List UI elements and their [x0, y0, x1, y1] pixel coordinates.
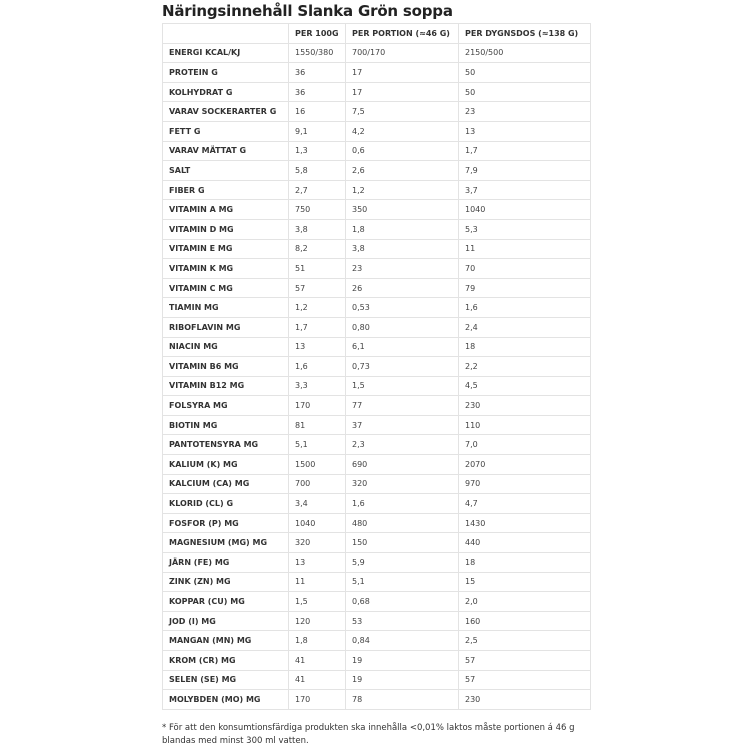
- value-per-100g: 1,3: [289, 141, 346, 161]
- value-per-daily-dose: 18: [459, 553, 591, 573]
- table-row: [163, 121, 591, 141]
- value-per-100g: 3,4: [289, 494, 346, 514]
- table-row: [163, 259, 591, 279]
- table-row: [163, 317, 591, 337]
- value-per-100g: 750: [289, 200, 346, 220]
- table-row: [163, 239, 591, 259]
- table-row: [163, 278, 591, 298]
- value-per-portion: 4,2: [346, 121, 459, 141]
- value-per-daily-dose: 7,9: [459, 161, 591, 181]
- table-row: [163, 670, 591, 690]
- value-per-portion: 350: [346, 200, 459, 220]
- value-per-portion: 26: [346, 278, 459, 298]
- table-row: [163, 415, 591, 435]
- value-per-portion: 1,6: [346, 494, 459, 514]
- column-header-per-daily-dose: PER DYGNSDOS (≈138 G): [459, 24, 591, 44]
- nutrient-name: ENERGI KCAL/KJ: [163, 43, 289, 63]
- value-per-100g: 2,7: [289, 180, 346, 200]
- value-per-portion: 53: [346, 611, 459, 631]
- nutrient-name: NIACIN MG: [163, 337, 289, 357]
- footnote: * För att den konsumtionsfärdiga produkten ska innehålla <0,01% laktos måste portionen á 46 g blandas med minst 300 ml vatten.: [162, 723, 575, 746]
- value-per-100g: 700: [289, 474, 346, 494]
- value-per-100g: 1500: [289, 455, 346, 475]
- value-per-portion: 700/170: [346, 43, 459, 63]
- value-per-100g: 170: [289, 690, 346, 710]
- page-title: Näringsinnehåll Slanka Grön soppa: [162, 2, 453, 20]
- value-per-daily-dose: 2,4: [459, 317, 591, 337]
- value-per-100g: 1,5: [289, 592, 346, 612]
- value-per-100g: 5,8: [289, 161, 346, 181]
- nutrient-name: KLORID (CL) G: [163, 494, 289, 514]
- table-row: [163, 200, 591, 220]
- value-per-100g: 57: [289, 278, 346, 298]
- value-per-daily-dose: 70: [459, 259, 591, 279]
- value-per-100g: 41: [289, 670, 346, 690]
- value-per-portion: 19: [346, 670, 459, 690]
- table-row: [163, 435, 591, 455]
- table-row: [163, 631, 591, 651]
- nutrient-name: VARAV MÄTTAT G: [163, 141, 289, 161]
- value-per-daily-dose: 18: [459, 337, 591, 357]
- value-per-daily-dose: 13: [459, 121, 591, 141]
- nutrient-name: ZINK (ZN) MG: [163, 572, 289, 592]
- table-row: [163, 533, 591, 553]
- value-per-portion: 0,80: [346, 317, 459, 337]
- nutrient-name: VITAMIN K MG: [163, 259, 289, 279]
- value-per-portion: 0,6: [346, 141, 459, 161]
- value-per-portion: 690: [346, 455, 459, 475]
- nutrient-name: FOLSYRA MG: [163, 396, 289, 416]
- nutrient-name: VITAMIN B6 MG: [163, 357, 289, 377]
- value-per-portion: 19: [346, 651, 459, 671]
- table-row: [163, 82, 591, 102]
- value-per-daily-dose: 2,2: [459, 357, 591, 377]
- nutrient-name: TIAMIN MG: [163, 298, 289, 318]
- value-per-100g: 1,6: [289, 357, 346, 377]
- value-per-daily-dose: 160: [459, 611, 591, 631]
- column-header-nutrient: [163, 24, 289, 44]
- value-per-daily-dose: 4,7: [459, 494, 591, 514]
- value-per-daily-dose: 110: [459, 415, 591, 435]
- value-per-daily-dose: 57: [459, 651, 591, 671]
- value-per-100g: 13: [289, 337, 346, 357]
- value-per-portion: 7,5: [346, 102, 459, 122]
- value-per-100g: 51: [289, 259, 346, 279]
- value-per-daily-dose: 57: [459, 670, 591, 690]
- value-per-daily-dose: 4,5: [459, 376, 591, 396]
- nutrient-name: VARAV SOCKERARTER G: [163, 102, 289, 122]
- table-row: [163, 396, 591, 416]
- value-per-100g: 41: [289, 651, 346, 671]
- value-per-portion: 1,2: [346, 180, 459, 200]
- value-per-daily-dose: 230: [459, 690, 591, 710]
- nutrient-name: FOSFOR (P) MG: [163, 513, 289, 533]
- value-per-portion: 5,9: [346, 553, 459, 573]
- value-per-daily-dose: 1430: [459, 513, 591, 533]
- value-per-100g: 5,1: [289, 435, 346, 455]
- value-per-daily-dose: 970: [459, 474, 591, 494]
- value-per-100g: 9,1: [289, 121, 346, 141]
- nutrient-name: KALCIUM (CA) MG: [163, 474, 289, 494]
- table-body: [163, 43, 591, 709]
- value-per-portion: 480: [346, 513, 459, 533]
- value-per-daily-dose: 1,6: [459, 298, 591, 318]
- value-per-portion: 1,8: [346, 219, 459, 239]
- table-row: [163, 592, 591, 612]
- value-per-portion: 1,5: [346, 376, 459, 396]
- table-row: [163, 494, 591, 514]
- value-per-daily-dose: 79: [459, 278, 591, 298]
- value-per-portion: 0,68: [346, 592, 459, 612]
- table-row: [163, 651, 591, 671]
- table-row: [163, 43, 591, 63]
- nutrition-table: [162, 23, 591, 710]
- value-per-daily-dose: 3,7: [459, 180, 591, 200]
- table-row: [163, 141, 591, 161]
- table-row: [163, 572, 591, 592]
- nutrient-name: VITAMIN E MG: [163, 239, 289, 259]
- table-row: [163, 357, 591, 377]
- table-row: [163, 474, 591, 494]
- nutrient-name: FETT G: [163, 121, 289, 141]
- value-per-100g: 11: [289, 572, 346, 592]
- value-per-100g: 81: [289, 415, 346, 435]
- nutrient-name: MOLYBDEN (MO) MG: [163, 690, 289, 710]
- value-per-daily-dose: 230: [459, 396, 591, 416]
- value-per-100g: 120: [289, 611, 346, 631]
- column-header-per-100g: PER 100G: [289, 24, 346, 44]
- table-row: [163, 553, 591, 573]
- table-row: [163, 102, 591, 122]
- value-per-portion: 0,73: [346, 357, 459, 377]
- value-per-100g: 16: [289, 102, 346, 122]
- value-per-daily-dose: 2150/500: [459, 43, 591, 63]
- nutrient-name: FIBER G: [163, 180, 289, 200]
- nutrient-name: VITAMIN B12 MG: [163, 376, 289, 396]
- value-per-100g: 3,8: [289, 219, 346, 239]
- value-per-portion: 78: [346, 690, 459, 710]
- table-row: [163, 376, 591, 396]
- value-per-daily-dose: 1,7: [459, 141, 591, 161]
- value-per-daily-dose: 440: [459, 533, 591, 553]
- nutrient-name: SALT: [163, 161, 289, 181]
- column-header-per-portion: PER PORTION (≈46 G): [346, 24, 459, 44]
- value-per-portion: 17: [346, 63, 459, 83]
- value-per-100g: 1040: [289, 513, 346, 533]
- table-row: [163, 690, 591, 710]
- value-per-100g: 8,2: [289, 239, 346, 259]
- value-per-portion: 150: [346, 533, 459, 553]
- nutrient-name: PANTOTENSYRA MG: [163, 435, 289, 455]
- table-header-row: [163, 24, 591, 44]
- value-per-100g: 36: [289, 82, 346, 102]
- nutrient-name: KROM (CR) MG: [163, 651, 289, 671]
- nutrient-name: VITAMIN C MG: [163, 278, 289, 298]
- nutrient-name: KALIUM (K) MG: [163, 455, 289, 475]
- nutrient-name: RIBOFLAVIN MG: [163, 317, 289, 337]
- nutrient-name: MAGNESIUM (MG) MG: [163, 533, 289, 553]
- value-per-100g: 3,3: [289, 376, 346, 396]
- value-per-portion: 17: [346, 82, 459, 102]
- value-per-daily-dose: 50: [459, 63, 591, 83]
- value-per-daily-dose: 7,0: [459, 435, 591, 455]
- value-per-daily-dose: 5,3: [459, 219, 591, 239]
- value-per-daily-dose: 15: [459, 572, 591, 592]
- value-per-daily-dose: 1040: [459, 200, 591, 220]
- value-per-100g: 1550/380: [289, 43, 346, 63]
- value-per-portion: 77: [346, 396, 459, 416]
- value-per-100g: 13: [289, 553, 346, 573]
- value-per-100g: 1,8: [289, 631, 346, 651]
- table-row: [163, 298, 591, 318]
- value-per-daily-dose: 11: [459, 239, 591, 259]
- nutrient-name: SELEN (SE) MG: [163, 670, 289, 690]
- nutrient-name: KOPPAR (CU) MG: [163, 592, 289, 612]
- value-per-daily-dose: 2070: [459, 455, 591, 475]
- value-per-portion: 6,1: [346, 337, 459, 357]
- value-per-portion: 23: [346, 259, 459, 279]
- value-per-daily-dose: 50: [459, 82, 591, 102]
- value-per-daily-dose: 2,5: [459, 631, 591, 651]
- value-per-portion: 3,8: [346, 239, 459, 259]
- value-per-portion: 0,53: [346, 298, 459, 318]
- table-row: [163, 337, 591, 357]
- value-per-portion: 320: [346, 474, 459, 494]
- table-row: [163, 161, 591, 181]
- value-per-100g: 1,2: [289, 298, 346, 318]
- value-per-daily-dose: 23: [459, 102, 591, 122]
- nutrient-name: JOD (I) MG: [163, 611, 289, 631]
- table-row: [163, 611, 591, 631]
- nutrient-name: PROTEIN G: [163, 63, 289, 83]
- table-row: [163, 455, 591, 475]
- value-per-portion: 0,84: [346, 631, 459, 651]
- value-per-100g: 170: [289, 396, 346, 416]
- value-per-100g: 36: [289, 63, 346, 83]
- value-per-daily-dose: 2,0: [459, 592, 591, 612]
- nutrient-name: JÄRN (FE) MG: [163, 553, 289, 573]
- value-per-portion: 2,6: [346, 161, 459, 181]
- nutrient-name: VITAMIN A MG: [163, 200, 289, 220]
- table-row: [163, 513, 591, 533]
- value-per-portion: 2,3: [346, 435, 459, 455]
- table-row: [163, 180, 591, 200]
- value-per-portion: 5,1: [346, 572, 459, 592]
- nutrient-name: KOLHYDRAT G: [163, 82, 289, 102]
- nutrient-name: MANGAN (MN) MG: [163, 631, 289, 651]
- table-row: [163, 219, 591, 239]
- value-per-portion: 37: [346, 415, 459, 435]
- value-per-100g: 1,7: [289, 317, 346, 337]
- value-per-100g: 320: [289, 533, 346, 553]
- table-row: [163, 63, 591, 83]
- nutrient-name: BIOTIN MG: [163, 415, 289, 435]
- nutrient-name: VITAMIN D MG: [163, 219, 289, 239]
